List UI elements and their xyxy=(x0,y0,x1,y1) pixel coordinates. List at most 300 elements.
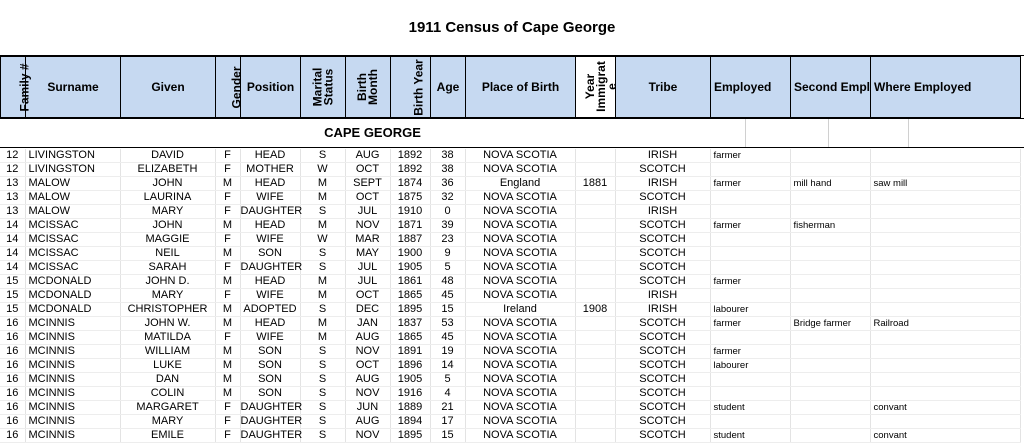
header-employed[interactable]: Employed xyxy=(711,57,791,118)
cell-family[interactable]: 13 xyxy=(0,177,25,191)
cell-tribe[interactable]: SCOTCH xyxy=(615,373,710,387)
cell-age[interactable]: 19 xyxy=(430,345,465,359)
cell-second-employed[interactable] xyxy=(790,359,870,373)
cell-gender[interactable]: M xyxy=(215,373,240,387)
cell-where-employed[interactable] xyxy=(870,261,1020,275)
cell-marital[interactable]: M xyxy=(300,177,345,191)
cell-gender[interactable]: M xyxy=(215,303,240,317)
cell-birth-year[interactable]: 1889 xyxy=(390,401,430,415)
cell-age[interactable]: 17 xyxy=(430,415,465,429)
cell-second-employed[interactable] xyxy=(790,247,870,261)
cell-marital[interactable]: S xyxy=(300,261,345,275)
cell-place-of-birth[interactable]: NOVA SCOTIA xyxy=(465,163,575,177)
cell-where-employed[interactable]: convant xyxy=(870,401,1020,415)
cell-surname[interactable]: MCDONALD xyxy=(25,289,120,303)
cell-where-employed[interactable] xyxy=(870,149,1020,163)
cell-position[interactable]: DAUGHTER xyxy=(240,401,303,413)
cell-given[interactable]: DAVID xyxy=(120,149,215,163)
cell-place-of-birth[interactable]: NOVA SCOTIA xyxy=(465,345,575,359)
cell-where-employed[interactable] xyxy=(870,331,1020,345)
header-tribe[interactable]: Tribe xyxy=(616,57,711,118)
cell-position[interactable]: DAUGHTER xyxy=(240,261,303,273)
cell-given[interactable]: NEIL xyxy=(120,247,215,261)
cell-second-employed[interactable] xyxy=(790,429,870,443)
cell-second-employed[interactable] xyxy=(790,149,870,163)
cell-age[interactable]: 15 xyxy=(430,303,465,317)
cell-position[interactable]: DAUGHTER xyxy=(240,205,303,217)
cell-position[interactable]: WIFE xyxy=(240,289,300,303)
cell-second-employed[interactable]: Bridge farmer xyxy=(790,317,870,331)
cell-birth-year[interactable]: 1837 xyxy=(390,317,430,331)
cell-family[interactable]: 12 xyxy=(0,163,25,177)
cell-place-of-birth[interactable]: Ireland xyxy=(465,303,575,317)
cell-marital[interactable]: M xyxy=(300,289,345,303)
cell-birth-year[interactable]: 1865 xyxy=(390,289,430,303)
cell-tribe[interactable]: IRISH xyxy=(615,149,710,163)
cell-place-of-birth[interactable]: NOVA SCOTIA xyxy=(465,331,575,345)
cell-marital[interactable]: M xyxy=(300,191,345,205)
cell-surname[interactable]: LIVINGSTON xyxy=(25,149,120,163)
cell-position[interactable]: HEAD xyxy=(240,219,300,233)
cell-birth-month[interactable]: AUG xyxy=(345,415,390,429)
cell-position[interactable]: DAUGHTER xyxy=(240,415,303,427)
cell-family[interactable]: 15 xyxy=(0,289,25,303)
cell-given[interactable]: MAGGIE xyxy=(120,233,215,247)
cell-where-employed[interactable] xyxy=(870,303,1020,317)
cell-tribe[interactable]: IRISH xyxy=(615,289,710,303)
cell-gender[interactable]: F xyxy=(215,401,240,415)
cell-given[interactable]: DAN xyxy=(120,373,215,387)
cell-position[interactable]: HEAD xyxy=(240,177,300,191)
cell-birth-month[interactable]: JUN xyxy=(345,401,390,415)
cell-where-employed[interactable] xyxy=(870,205,1020,219)
cell-place-of-birth[interactable]: NOVA SCOTIA xyxy=(465,247,575,261)
cell-family[interactable]: 15 xyxy=(0,303,25,317)
cell-age[interactable]: 5 xyxy=(430,261,465,275)
cell-position[interactable]: HEAD xyxy=(240,149,300,163)
cell-birth-year[interactable]: 1865 xyxy=(390,331,430,345)
cell-family[interactable]: 14 xyxy=(0,219,25,233)
cell-surname[interactable]: MCDONALD xyxy=(25,303,120,317)
cell-marital[interactable]: M xyxy=(300,275,345,289)
cell-second-employed[interactable] xyxy=(790,163,870,177)
cell-marital[interactable]: S xyxy=(300,345,345,359)
cell-birth-year[interactable]: 1895 xyxy=(390,429,430,443)
cell-given[interactable]: MARY xyxy=(120,289,215,303)
cell-surname[interactable]: MCINNIS xyxy=(25,331,120,345)
cell-tribe[interactable]: SCOTCH xyxy=(615,275,710,289)
cell-surname[interactable]: MCINNIS xyxy=(25,429,120,443)
cell-family[interactable]: 12 xyxy=(0,149,25,163)
cell-given[interactable]: ELIZABETH xyxy=(120,163,215,177)
cell-where-employed[interactable] xyxy=(870,219,1020,233)
header-age[interactable]: Age xyxy=(431,57,466,118)
cell-employed[interactable]: labourer xyxy=(710,303,790,317)
cell-place-of-birth[interactable]: England xyxy=(465,177,575,191)
cell-employed[interactable] xyxy=(710,289,790,303)
cell-position[interactable]: SON xyxy=(240,387,300,401)
cell-employed[interactable]: student xyxy=(710,401,790,415)
cell-employed[interactable]: farmer xyxy=(710,177,790,191)
cell-tribe[interactable]: SCOTCH xyxy=(615,247,710,261)
cell-birth-year[interactable]: 1895 xyxy=(390,303,430,317)
cell-year-immigrated[interactable] xyxy=(575,219,615,233)
cell-position[interactable]: ADOPTED xyxy=(240,303,300,317)
cell-employed[interactable] xyxy=(710,163,790,177)
cell-year-immigrated[interactable]: 1908 xyxy=(575,303,615,317)
cell-marital[interactable]: M xyxy=(300,219,345,233)
cell-surname[interactable]: MALOW xyxy=(25,191,120,205)
cell-where-employed[interactable] xyxy=(870,345,1020,359)
cell-birth-month[interactable]: AUG xyxy=(345,373,390,387)
cell-position[interactable]: HEAD xyxy=(240,317,300,331)
cell-year-immigrated[interactable] xyxy=(575,345,615,359)
cell-employed[interactable] xyxy=(710,205,790,219)
cell-tribe[interactable]: SCOTCH xyxy=(615,387,710,401)
cell-second-employed[interactable]: mill hand xyxy=(790,177,870,191)
cell-surname[interactable]: MCISSAC xyxy=(25,247,120,261)
cell-given[interactable]: EMILE xyxy=(120,429,215,443)
cell-given[interactable]: JOHN W. xyxy=(120,317,215,331)
cell-second-employed[interactable] xyxy=(790,331,870,345)
cell-employed[interactable]: farmer xyxy=(710,275,790,289)
cell-employed[interactable] xyxy=(710,191,790,205)
cell-family[interactable]: 14 xyxy=(0,233,25,247)
cell-age[interactable]: 39 xyxy=(430,219,465,233)
cell-birth-month[interactable]: OCT xyxy=(345,289,390,303)
cell-surname[interactable]: MALOW xyxy=(25,177,120,191)
cell-family[interactable]: 13 xyxy=(0,205,25,219)
cell-second-employed[interactable] xyxy=(790,205,870,219)
cell-year-immigrated[interactable] xyxy=(575,205,615,219)
cell-year-immigrated[interactable] xyxy=(575,191,615,205)
cell-second-employed[interactable] xyxy=(790,303,870,317)
cell-birth-year[interactable]: 1871 xyxy=(390,219,430,233)
header-second-employed[interactable]: Second Empl xyxy=(791,57,871,118)
cell-place-of-birth[interactable]: NOVA SCOTIA xyxy=(465,275,575,289)
cell-age[interactable]: 45 xyxy=(430,289,465,303)
cell-tribe[interactable]: SCOTCH xyxy=(615,345,710,359)
cell-family[interactable]: 16 xyxy=(0,401,25,415)
cell-employed[interactable]: student xyxy=(710,429,790,443)
cell-marital[interactable]: S xyxy=(300,429,345,443)
cell-year-immigrated[interactable] xyxy=(575,429,615,443)
cell-second-employed[interactable] xyxy=(790,289,870,303)
cell-year-immigrated[interactable] xyxy=(575,415,615,429)
cell-birth-month[interactable]: DEC xyxy=(345,303,390,317)
cell-gender[interactable]: M xyxy=(215,345,240,359)
cell-place-of-birth[interactable]: NOVA SCOTIA xyxy=(465,317,575,331)
cell-surname[interactable]: LIVINGSTON xyxy=(25,163,120,177)
cell-family[interactable]: 16 xyxy=(0,345,25,359)
cell-birth-year[interactable]: 1916 xyxy=(390,387,430,401)
cell-tribe[interactable]: IRISH xyxy=(615,205,710,219)
cell-where-employed[interactable]: convant xyxy=(870,429,1020,443)
cell-family[interactable]: 14 xyxy=(0,261,25,275)
cell-where-employed[interactable] xyxy=(870,359,1020,373)
cell-employed[interactable]: farmer xyxy=(710,317,790,331)
cell-given[interactable]: MARGARET xyxy=(120,401,215,415)
cell-position[interactable]: DAUGHTER xyxy=(240,429,303,441)
cell-birth-month[interactable]: MAY xyxy=(345,247,390,261)
cell-year-immigrated[interactable] xyxy=(575,387,615,401)
cell-employed[interactable] xyxy=(710,233,790,247)
cell-gender[interactable]: M xyxy=(215,359,240,373)
cell-year-immigrated[interactable] xyxy=(575,149,615,163)
cell-year-immigrated[interactable] xyxy=(575,247,615,261)
cell-where-employed[interactable] xyxy=(870,163,1020,177)
cell-tribe[interactable]: SCOTCH xyxy=(615,401,710,415)
cell-year-immigrated[interactable] xyxy=(575,373,615,387)
cell-year-immigrated[interactable] xyxy=(575,289,615,303)
cell-birth-month[interactable]: NOV xyxy=(345,345,390,359)
cell-birth-year[interactable]: 1874 xyxy=(390,177,430,191)
cell-birth-year[interactable]: 1892 xyxy=(390,163,430,177)
cell-family[interactable]: 16 xyxy=(0,415,25,429)
cell-where-employed[interactable] xyxy=(870,247,1020,261)
header-family[interactable]: Family # xyxy=(1,57,26,118)
cell-marital[interactable]: W xyxy=(300,163,345,177)
cell-birth-month[interactable]: JUL xyxy=(345,275,390,289)
cell-age[interactable]: 32 xyxy=(430,191,465,205)
cell-birth-year[interactable]: 1875 xyxy=(390,191,430,205)
cell-employed[interactable] xyxy=(710,331,790,345)
cell-age[interactable]: 38 xyxy=(430,149,465,163)
cell-birth-year[interactable]: 1896 xyxy=(390,359,430,373)
cell-surname[interactable]: MCINNIS xyxy=(25,373,120,387)
cell-second-employed[interactable] xyxy=(790,233,870,247)
cell-position[interactable]: SON xyxy=(240,373,300,387)
cell-family[interactable]: 16 xyxy=(0,387,25,401)
cell-where-employed[interactable] xyxy=(870,387,1020,401)
cell-birth-year[interactable]: 1905 xyxy=(390,261,430,275)
cell-year-immigrated[interactable]: 1881 xyxy=(575,177,615,191)
cell-gender[interactable]: M xyxy=(215,219,240,233)
header-place-of-birth[interactable]: Place of Birth xyxy=(466,57,576,118)
cell-where-employed[interactable] xyxy=(870,191,1020,205)
cell-employed[interactable] xyxy=(710,247,790,261)
cell-gender[interactable]: F xyxy=(215,261,240,275)
cell-tribe[interactable]: SCOTCH xyxy=(615,317,710,331)
cell-family[interactable]: 16 xyxy=(0,359,25,373)
cell-age[interactable]: 45 xyxy=(430,331,465,345)
cell-birth-month[interactable]: NOV xyxy=(345,429,390,443)
cell-given[interactable]: CHRISTOPHER xyxy=(120,303,215,317)
cell-place-of-birth[interactable]: NOVA SCOTIA xyxy=(465,373,575,387)
header-surname[interactable]: Surname xyxy=(26,57,121,118)
cell-employed[interactable]: farmer xyxy=(710,345,790,359)
cell-marital[interactable]: S xyxy=(300,205,345,219)
cell-where-employed[interactable] xyxy=(870,289,1020,303)
cell-year-immigrated[interactable] xyxy=(575,317,615,331)
cell-gender[interactable]: F xyxy=(215,429,240,443)
cell-birth-month[interactable]: OCT xyxy=(345,359,390,373)
cell-surname[interactable]: MCINNIS xyxy=(25,387,120,401)
header-gender[interactable]: Gender xyxy=(216,57,241,118)
cell-given[interactable]: MARY xyxy=(120,415,215,429)
cell-position[interactable]: WIFE xyxy=(240,191,300,205)
cell-gender[interactable]: F xyxy=(215,415,240,429)
cell-birth-month[interactable]: OCT xyxy=(345,191,390,205)
cell-family[interactable]: 13 xyxy=(0,191,25,205)
cell-year-immigrated[interactable] xyxy=(575,401,615,415)
cell-position[interactable]: WIFE xyxy=(240,233,300,247)
cell-tribe[interactable]: SCOTCH xyxy=(615,191,710,205)
cell-year-immigrated[interactable] xyxy=(575,331,615,345)
cell-place-of-birth[interactable]: NOVA SCOTIA xyxy=(465,233,575,247)
cell-age[interactable]: 4 xyxy=(430,387,465,401)
cell-age[interactable]: 53 xyxy=(430,317,465,331)
cell-employed[interactable]: farmer xyxy=(710,219,790,233)
cell-age[interactable]: 38 xyxy=(430,163,465,177)
cell-tribe[interactable]: SCOTCH xyxy=(615,233,710,247)
cell-family[interactable]: 16 xyxy=(0,373,25,387)
cell-where-employed[interactable]: saw mill xyxy=(870,177,1020,191)
cell-family[interactable]: 16 xyxy=(0,331,25,345)
cell-birth-month[interactable]: AUG xyxy=(345,331,390,345)
cell-age[interactable]: 14 xyxy=(430,359,465,373)
cell-employed[interactable]: farmer xyxy=(710,149,790,163)
cell-surname[interactable]: MALOW xyxy=(25,205,120,219)
cell-second-employed[interactable] xyxy=(790,401,870,415)
cell-surname[interactable]: MCINNIS xyxy=(25,359,120,373)
cell-position[interactable]: MOTHER xyxy=(240,163,300,177)
cell-marital[interactable]: S xyxy=(300,303,345,317)
cell-tribe[interactable]: IRISH xyxy=(615,177,710,191)
cell-birth-month[interactable]: JUL xyxy=(345,261,390,275)
cell-place-of-birth[interactable]: NOVA SCOTIA xyxy=(465,219,575,233)
cell-age[interactable]: 23 xyxy=(430,233,465,247)
cell-birth-year[interactable]: 1910 xyxy=(390,205,430,219)
cell-birth-month[interactable]: JUL xyxy=(345,205,390,219)
cell-birth-month[interactable]: OCT xyxy=(345,163,390,177)
header-birth-year[interactable]: Birth Year xyxy=(391,57,431,118)
cell-birth-month[interactable]: SEPT xyxy=(345,177,390,191)
cell-gender[interactable]: F xyxy=(215,289,240,303)
cell-given[interactable]: MATILDA xyxy=(120,331,215,345)
cell-position[interactable]: SON xyxy=(240,345,300,359)
cell-marital[interactable]: S xyxy=(300,373,345,387)
cell-second-employed[interactable] xyxy=(790,373,870,387)
cell-tribe[interactable]: SCOTCH xyxy=(615,415,710,429)
cell-surname[interactable]: MCISSAC xyxy=(25,233,120,247)
cell-second-employed[interactable] xyxy=(790,415,870,429)
cell-place-of-birth[interactable]: NOVA SCOTIA xyxy=(465,415,575,429)
cell-surname[interactable]: MCINNIS xyxy=(25,345,120,359)
cell-tribe[interactable]: SCOTCH xyxy=(615,429,710,443)
cell-gender[interactable]: F xyxy=(215,149,240,163)
cell-birth-year[interactable]: 1905 xyxy=(390,373,430,387)
cell-employed[interactable]: labourer xyxy=(710,359,790,373)
cell-place-of-birth[interactable]: NOVA SCOTIA xyxy=(465,149,575,163)
cell-given[interactable]: SARAH xyxy=(120,261,215,275)
cell-position[interactable]: SON xyxy=(240,247,300,261)
cell-gender[interactable]: M xyxy=(215,177,240,191)
cell-surname[interactable]: MCINNIS xyxy=(25,415,120,429)
cell-year-immigrated[interactable] xyxy=(575,233,615,247)
cell-place-of-birth[interactable]: NOVA SCOTIA xyxy=(465,289,575,303)
cell-age[interactable]: 5 xyxy=(430,373,465,387)
cell-surname[interactable]: MCINNIS xyxy=(25,317,120,331)
cell-position[interactable]: WIFE xyxy=(240,331,300,345)
cell-second-employed[interactable]: fisherman xyxy=(790,219,870,233)
cell-second-employed[interactable] xyxy=(790,387,870,401)
cell-place-of-birth[interactable]: NOVA SCOTIA xyxy=(465,205,575,219)
cell-given[interactable]: WILLIAM xyxy=(120,345,215,359)
header-birth-month[interactable]: Birth Month xyxy=(346,57,391,118)
cell-family[interactable]: 14 xyxy=(0,247,25,261)
cell-birth-year[interactable]: 1894 xyxy=(390,415,430,429)
cell-marital[interactable]: M xyxy=(300,331,345,345)
cell-place-of-birth[interactable]: NOVA SCOTIA xyxy=(465,261,575,275)
cell-tribe[interactable]: SCOTCH xyxy=(615,261,710,275)
cell-family[interactable]: 16 xyxy=(0,317,25,331)
cell-place-of-birth[interactable]: NOVA SCOTIA xyxy=(465,401,575,415)
cell-surname[interactable]: MCISSAC xyxy=(25,219,120,233)
cell-second-employed[interactable] xyxy=(790,345,870,359)
cell-gender[interactable]: M xyxy=(215,275,240,289)
cell-marital[interactable]: M xyxy=(300,317,345,331)
cell-birth-month[interactable]: NOV xyxy=(345,219,390,233)
cell-surname[interactable]: MCINNIS xyxy=(25,401,120,415)
cell-where-employed[interactable]: Railroad xyxy=(870,317,1020,331)
cell-where-employed[interactable] xyxy=(870,415,1020,429)
cell-family[interactable]: 16 xyxy=(0,429,25,443)
cell-marital[interactable]: W xyxy=(300,233,345,247)
cell-marital[interactable]: S xyxy=(300,247,345,261)
cell-tribe[interactable]: SCOTCH xyxy=(615,359,710,373)
cell-age[interactable]: 36 xyxy=(430,177,465,191)
cell-gender[interactable]: F xyxy=(215,205,240,219)
cell-tribe[interactable]: SCOTCH xyxy=(615,331,710,345)
cell-family[interactable]: 15 xyxy=(0,275,25,289)
cell-birth-month[interactable]: AUG xyxy=(345,149,390,163)
cell-second-employed[interactable] xyxy=(790,275,870,289)
cell-second-employed[interactable] xyxy=(790,261,870,275)
cell-surname[interactable]: MCDONALD xyxy=(25,275,120,289)
cell-birth-year[interactable]: 1861 xyxy=(390,275,430,289)
cell-place-of-birth[interactable]: NOVA SCOTIA xyxy=(465,359,575,373)
header-year-immigrated[interactable]: Year Immigrat e xyxy=(576,57,616,118)
cell-marital[interactable]: S xyxy=(300,149,345,163)
cell-year-immigrated[interactable] xyxy=(575,261,615,275)
cell-marital[interactable]: S xyxy=(300,415,345,429)
header-where-employed[interactable]: Where Employed xyxy=(871,57,1021,118)
cell-age[interactable]: 21 xyxy=(430,401,465,415)
cell-gender[interactable]: F xyxy=(215,233,240,247)
cell-birth-month[interactable]: MAR xyxy=(345,233,390,247)
cell-tribe[interactable]: SCOTCH xyxy=(615,163,710,177)
cell-given[interactable]: JOHN D. xyxy=(120,275,215,289)
cell-given[interactable]: JOHN xyxy=(120,177,215,191)
cell-birth-year[interactable]: 1891 xyxy=(390,345,430,359)
cell-tribe[interactable]: IRISH xyxy=(615,303,710,317)
cell-birth-year[interactable]: 1887 xyxy=(390,233,430,247)
cell-place-of-birth[interactable]: NOVA SCOTIA xyxy=(465,387,575,401)
cell-year-immigrated[interactable] xyxy=(575,163,615,177)
cell-employed[interactable] xyxy=(710,261,790,275)
cell-birth-year[interactable]: 1892 xyxy=(390,149,430,163)
cell-position[interactable]: SON xyxy=(240,359,300,373)
cell-given[interactable]: COLIN xyxy=(120,387,215,401)
cell-place-of-birth[interactable]: NOVA SCOTIA xyxy=(465,429,575,443)
cell-age[interactable]: 15 xyxy=(430,429,465,443)
cell-employed[interactable] xyxy=(710,387,790,401)
cell-age[interactable]: 9 xyxy=(430,247,465,261)
cell-marital[interactable]: S xyxy=(300,387,345,401)
cell-place-of-birth[interactable]: NOVA SCOTIA xyxy=(465,191,575,205)
cell-tribe[interactable]: SCOTCH xyxy=(615,219,710,233)
